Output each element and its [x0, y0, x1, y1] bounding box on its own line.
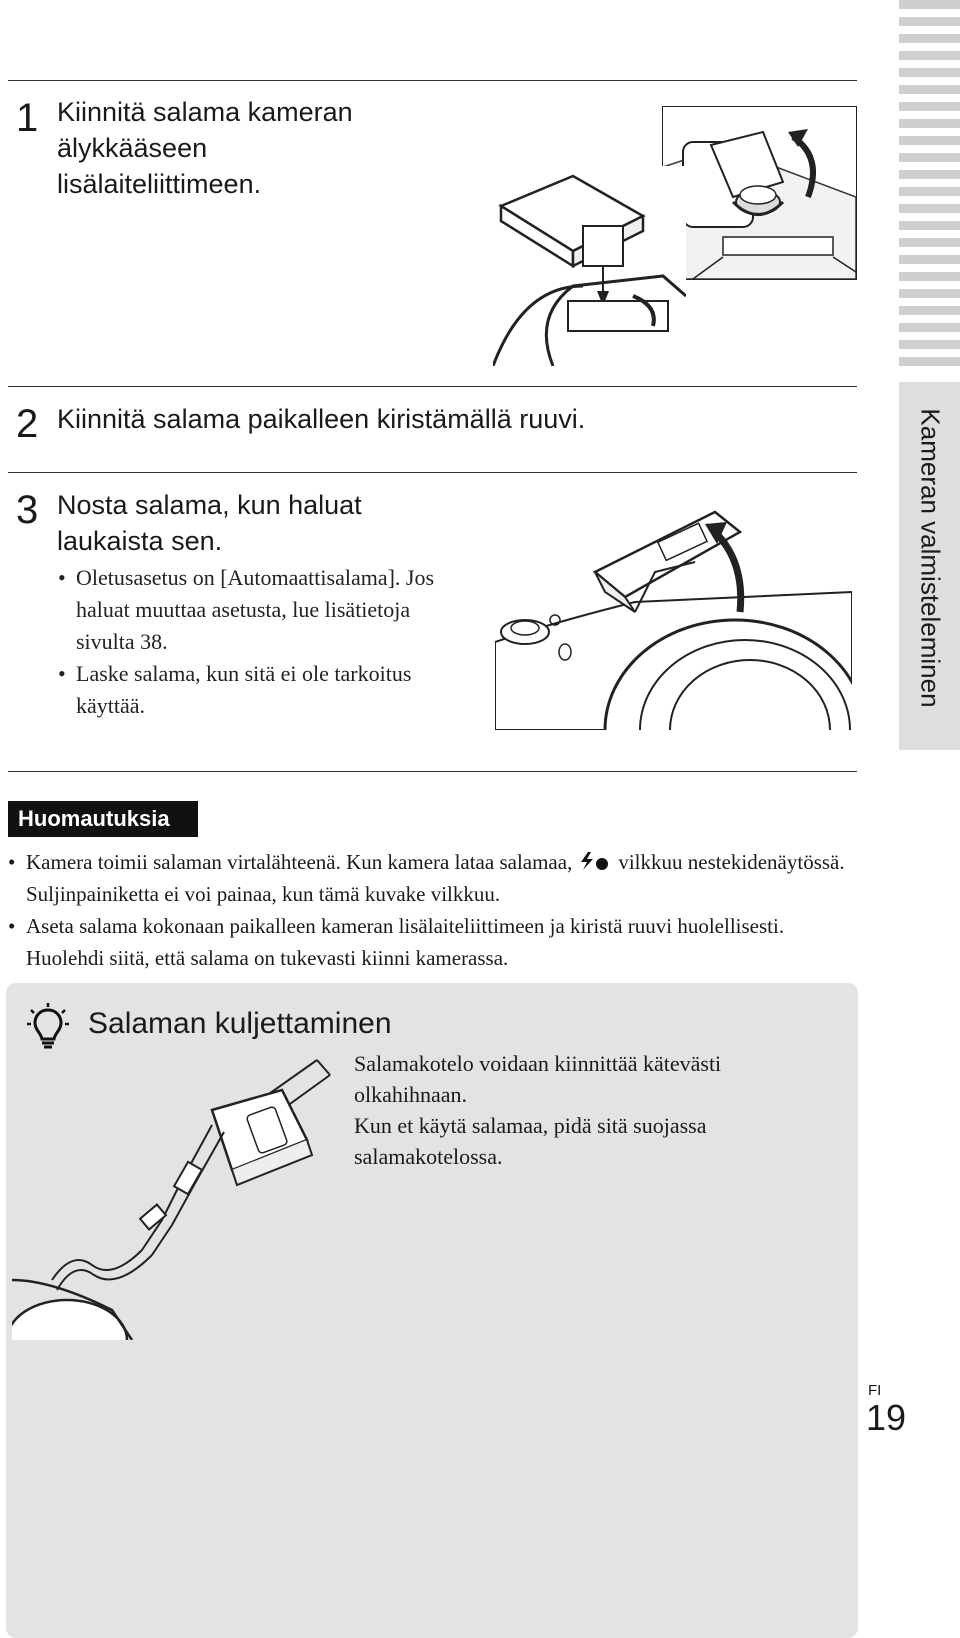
divider	[8, 386, 857, 387]
list-item: • Laske salama, kun sitä ei ole tarkoitus käyttää.	[58, 658, 448, 722]
tip-title: Salaman kuljettaminen	[88, 1007, 392, 1040]
lightbulb-icon	[26, 1002, 70, 1050]
step3-bullet-list	[58, 562, 448, 722]
notes-badge: Huomautuksia	[8, 801, 198, 837]
note-text: Kamera toimii salaman virtalähteenä. Kun kamera lataa salamaa,	[26, 850, 573, 874]
language-code: FI	[868, 1382, 882, 1399]
step-title: Nosta salama, kun haluat laukaista sen.	[57, 490, 362, 556]
list-item: • Aseta salama kokonaan paikalleen kameran lisälaiteliittimeen ja kiristä ruuvi huolellisesti. Huolehdi siitä, että salama on tukevasti kiinni kamerassa.	[8, 910, 848, 974]
divider	[8, 771, 857, 772]
list-item	[8, 846, 848, 910]
hotshoe-closeup-illustration	[662, 106, 857, 280]
divider	[8, 472, 857, 473]
list-item: • Oletusasetus on [Automaattisalama]. Jos haluat muuttaa asetusta, lue lisätietoja sivulta 38.	[58, 562, 448, 658]
notes-list	[8, 846, 848, 974]
step-title: Kiinnitä salama kameran älykkääseen lisälaiteliittimeen.	[57, 97, 353, 199]
flash-case-strap-illustration	[12, 1050, 342, 1340]
tip-line: Salamakotelo voidaan kiinnittää kätevästi olkahihnaan.	[354, 1051, 722, 1107]
side-tab-label: Kameran valmisteleminen	[915, 408, 946, 708]
tip-text	[354, 1048, 834, 1172]
flash-raise-illustration	[495, 502, 852, 730]
note-text: vilkkuu nestekidenäytössä. Suljinpainiketta ei voi painaa, kun tämä kuvake vilkkuu.	[26, 850, 845, 906]
step-number: 1	[16, 96, 39, 140]
divider	[8, 80, 857, 81]
flash-attach-illustration	[493, 166, 686, 366]
flash-charging-icon	[578, 851, 612, 871]
side-tab-stripes	[899, 0, 960, 390]
step-number: 2	[16, 402, 39, 446]
step-number: 3	[16, 488, 39, 532]
step-title: Kiinnitä salama paikalleen kiristämällä ruuvi.	[57, 404, 586, 434]
page-number: 19	[866, 1397, 907, 1438]
tip-line: Kun et käytä salamaa, pidä sitä suojassa salamakotelossa.	[354, 1113, 707, 1169]
